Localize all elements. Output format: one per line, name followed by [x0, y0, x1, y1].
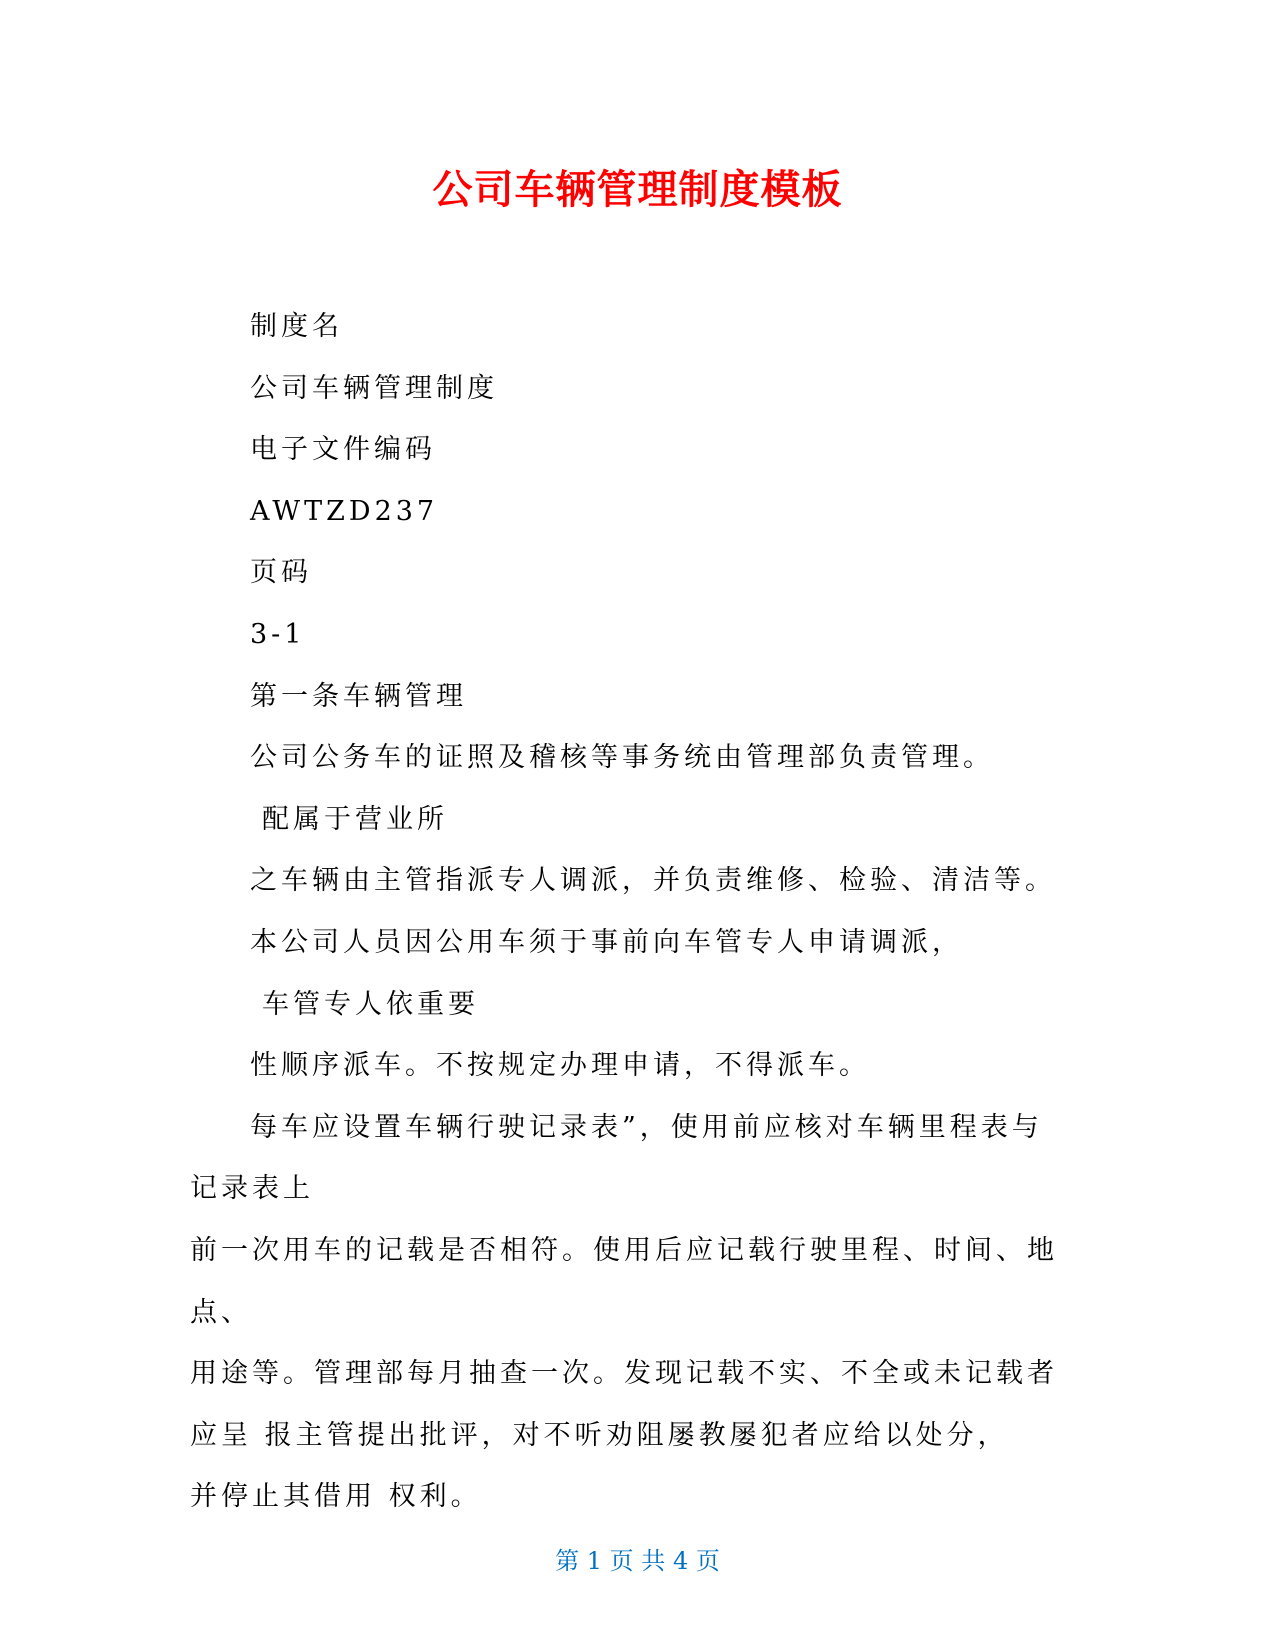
text-line: 之车辆由主管指派专人调派，并负责维修、检验、清洁等。: [250, 865, 1056, 897]
text-line: 页码: [250, 557, 312, 589]
text-line: 每车应设置车辆行驶记录表”，使用前应核对车辆里程表与: [250, 1111, 1043, 1143]
text-line: 车管专人依重要: [262, 988, 479, 1020]
page-number-footer: 第 1 页 共 4 页: [555, 1547, 720, 1575]
text-line: 3-1: [250, 618, 306, 650]
text-line: AWTZD237: [250, 495, 439, 527]
text-line: 公司车辆管理制度: [250, 372, 498, 404]
text-line: 本公司人员因公用车须于事前向车管专人申请调派，: [250, 926, 963, 958]
text-line: 记录表上: [190, 1173, 314, 1205]
section-heading: 第一条车辆管理: [250, 680, 467, 712]
document-body: [190, 296, 1070, 1528]
text-line: 用途等。管理部每月抽查一次。发现记载不实、不全或未记载者: [190, 1358, 1058, 1390]
text-line: 并停止其借用 权利。: [190, 1481, 482, 1513]
text-line: 配属于营业所: [262, 803, 448, 835]
text-line: 性顺序派车。不按规定办理申请，不得派车。: [250, 1050, 870, 1082]
text-line: 制度名: [250, 311, 343, 342]
text-line: 公司公务车的证照及稽核等事务统由管理部负责管理。: [250, 742, 994, 774]
text-line: 电子文件编码: [250, 434, 436, 466]
text-line: 前一次用车的记载是否相符。使用后应记载行驶里程、时间、地: [190, 1234, 1058, 1266]
text-line: 应呈 报主管提出批评，对不听劝阻屡教屡犯者应给以处分，: [190, 1419, 1009, 1451]
text-line: 点、: [190, 1296, 252, 1328]
document-title: 公司车辆管理制度模板: [432, 167, 843, 213]
